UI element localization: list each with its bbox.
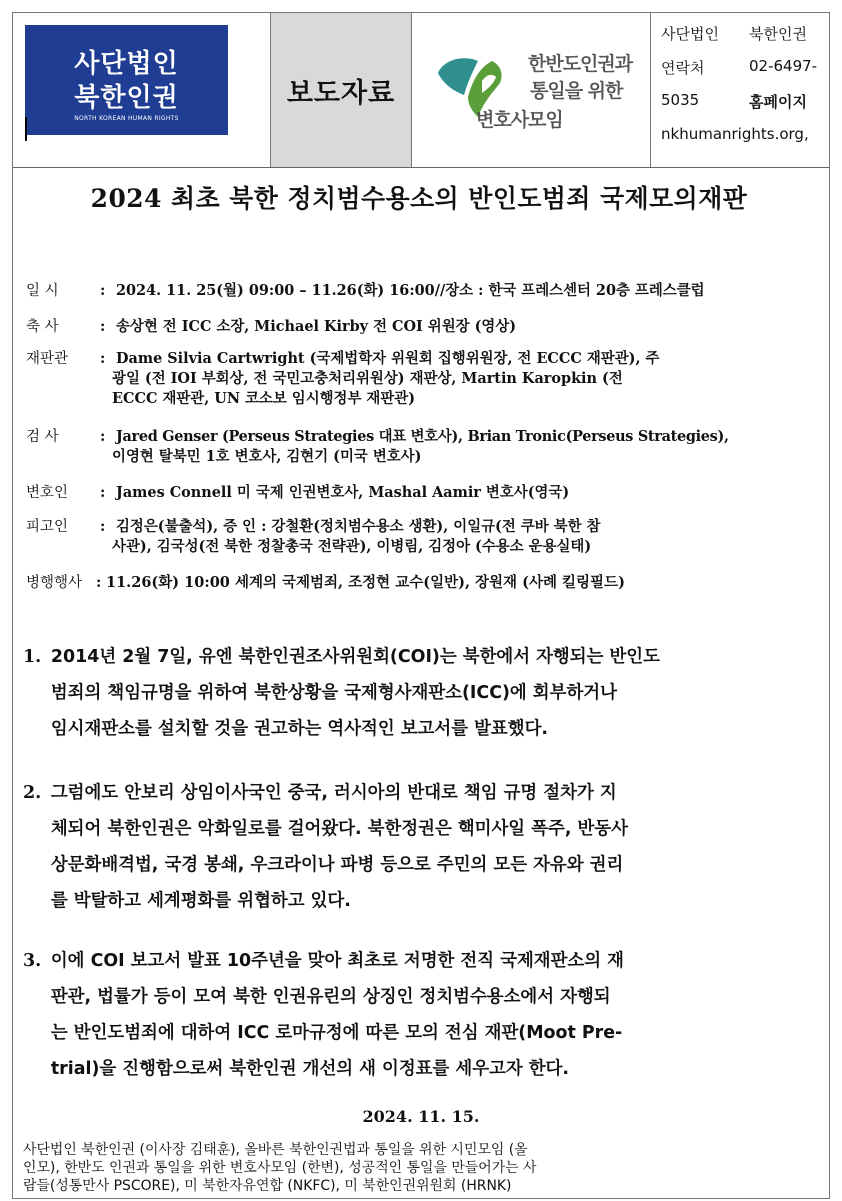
info-value: 김정은(불출석), 증 인 : 강철환(정치범수용소 생환), 이일규(전 쿠바 북한 참 사관), 김국성(전 북한 정찰총국 전략관), 이병림, 김정아 (수용소 운용실태): [112, 518, 601, 555]
logo-english: NORTH KOREAN HUMAN RIGHTS: [74, 115, 179, 122]
info-label: 피고인: [26, 519, 69, 535]
info-row-judges: 재판관 : Dame Silvia Cartwright (국제법학자 위원회 집행위원장, 전 ECCC 재판관), 주 광일 (전 IOI 부회상, 전 국민고충처리위원상) 재판상, Martin Karopkin (전 ECCC 재판관, UN 코소보 임시행정부 재판관): [26, 349, 826, 411]
info-value: 11.26(화) 10:00 세계의 국제범죄, 조정현 교수(일반), 장원재 (사례 킬링필드): [106, 574, 625, 591]
contact-phone-2: 5035: [661, 91, 700, 109]
contact-homepage-url[interactable]: nkhumanrights.org,: [661, 125, 809, 143]
info-label: 축 사: [26, 319, 59, 335]
paragraph-3: 3. 이에 COI 보고서 발표 10주년을 맞아 최초로 저명한 전직 국제재판소의 재 판관, 법률가 등이 모여 북한 인권유린의 상징인 정치범수용소에서 자행되 는 반인도범죄에 대하여 ICC 로마규정에 따른 모의 전심 재판(Moot Pre- trial)을 진행함으로써 북한인권 개선의 새 이정표를 세우고자 한다.: [23, 943, 823, 1087]
page-title: 2024 최초 북한 정치범수용소의 반인도범죄 국제모의재판: [90, 184, 748, 213]
partner-name-line1: 한반도인권과: [528, 53, 633, 75]
contact-org: 사단법인: [661, 25, 719, 43]
contact-org-name: 북한인권: [749, 25, 807, 43]
header-table: [13, 13, 829, 168]
info-label: 변호인: [26, 485, 69, 501]
contact-phone-label: 연락처: [661, 59, 705, 77]
press-release-page: 사단법인 북한인권 NORTH KOREAN HUMAN RIGHTS 보도자료 한반도인권과 통일을 위한 변호사모임 사단법인 북한인권 연락처 02-6497- 5035 홈페이지 nkhumanrights.org, 2024 최초 북한 정치범수용소의 반인도범죄 국제모의재판 일 시 : 2024. 11. 25(월) 09:00 – 11.26(화) 16:00//장소 : 한국 프레스센터 20층 프레스클럽 축 사 : 송상현 전 ICC 소장, Michael Kirby 전 COI 위원장 (영상) 재판관 : Dame Silvia Cartwright (국제법학자 위원회 집행위원장, 전 ECCC 재판관), 주 광일 (전 IOI 부회상, 전 국민고충처리위원상) 재판상, Martin Karopkin (전 ECCC 재판관, UN 코소보 임시행정부 재판관) 검 사 : Jared Genser (Perseus Strategies 대표 변호사), Brian Tronic(Perseus Strategies), 이영현 탈북민 1호 변호사, 김현기 (미국 변호사) 변호인 : James Connell 미 국제 인권변호사, Mashal Aamir 변호사(영국) 피고인 : 김정은(불출석), 증 인 : 강철환(정치범수용소 생환), 이일규(전 쿠바 북한 참 사관), 김국성(전 북한 정찰총국 전략관), 이병림, 김정아 (수용소 운용실태) 병행행사 : 11.26(화) 10:00 세계의 국제범죄, 조정현 교수(일반), 장원재 (사례 킬링필드) 1. 2014년 2월 7일, 유엔 북한인권조사위원회(COI)는 북한에서 자행되는 반인도 범죄의 책임규명을 위하여 북한상황을 국제형사재판소(ICC)에 회부하거나 임시재판소를 설치할 것을 권고하는 역사적인 보고서를 발표했다. 2. 그럼에도 안보리 상임이사국인 중국, 러시아의 반대로 책임 규명 절차가 지 체되어 북한인권은 악화일로를 걸어왔다. 북한정권은 핵미사일 폭주, 반동사 상문화배격법, 국경 봉쇄, 우크라이나 파병 등으로 주민의 모든 자유와 권리 를 박탈하고 세계평화를 위협하고 있다. 3. 이에 COI 보고서 발표 10주년을 맞아 최초로 저명한 전직 국제재판소의 재 판관, 법률가 등이 모여 북한 인권유린의 상징인 정치범수용소에서 자행되 는 반인도범죄에 대하여 ICC 로마규정에 따른 모의 전심 재판(Moot Pre- trial)을 진행함으로써 북한인권 개선의 새 이정표를 세우고자 한다. 2024. 11. 15. 사단법인 북한인권 (이사장 김태훈), 올바른 북한인권법과 통일을 위한 시민모임 (올 인모), 한반도 인권과 통일을 위한 변호사모임 (한변), 성공적인 통일을 만들어가는 사 람들(성통만사 PSCORE), 미 북한자유연합 (NKFC), 미 북한인권위원회 (HRNK): [12, 12, 830, 1199]
info-label: 검 사: [26, 429, 59, 445]
info-value: Dame Silvia Cartwright (국제법학자 위원회 집행위원장, 전 ECCC 재판관), 주 광일 (전 IOI 부회상, 전 국민고충처리위원상) 재판상, Martin Karopkin (전 ECCC 재판관, UN 코소보 임시행정부 재판관): [112, 350, 660, 407]
paragraph-1: 1. 2014년 2월 7일, 유엔 북한인권조사위원회(COI)는 북한에서 자행되는 반인도 범죄의 책임규명을 위하여 북한상황을 국제형사재판소(ICC)에 회부하거나 임시재판소를 설치할 것을 권고하는 역사적인 보고서를 발표했다.: [23, 639, 823, 747]
logo-line1: 사단법인: [74, 49, 179, 79]
paragraph-number: 3.: [23, 951, 42, 971]
partner-name-line2: 통일을 위한: [530, 80, 623, 102]
release-date: 2024. 11. 15.: [362, 1107, 480, 1126]
info-value: James Connell 미 국제 인권변호사, Mashal Aamir 변호사(영국): [116, 484, 570, 501]
paragraph-number: 2.: [23, 783, 42, 803]
info-label: 일 시: [26, 283, 59, 299]
info-value: 송상현 전 ICC 소장, Michael Kirby 전 COI 위원장 (영상): [116, 318, 517, 335]
press-release-label: 보도자료: [286, 77, 396, 109]
partner-name-line3: 변호사모임: [476, 109, 563, 131]
partner-logo-cell: [412, 13, 651, 167]
press-release-cell: [271, 13, 412, 167]
info-value: Jared Genser (Perseus Strategies 대표 변호사), Brian Tronic(Perseus Strategies), 이영현 탈북민 1호 변호사, 김현기 (미국 변호사): [112, 428, 729, 465]
org-logo: [25, 25, 228, 135]
contact-cell: [651, 13, 829, 167]
paragraph-2: 2. 그럼에도 안보리 상임이사국인 중국, 러시아의 반대로 책임 규명 절차가 지 체되어 북한인권은 악화일로를 걸어왔다. 북한정권은 핵미사일 폭주, 반동사 상문화배격법, 국경 봉쇄, 우크라이나 파병 등으로 주민의 모든 자유와 권리 를 박탈하고 세계평화를 위협하고 있다.: [23, 775, 823, 919]
logo-line2: 북한인권: [74, 83, 179, 113]
logo-cell: [13, 13, 271, 167]
info-value: 2024. 11. 25(월) 09:00 – 11.26(화) 16:00//장소 : 한국 프레스센터 20층 프레스클럽: [116, 282, 705, 299]
organizers-footer: 사단법인 북한인권 (이사장 김태훈), 올바른 북한인권법과 통일을 위한 시민모임 (올 인모), 한반도 인권과 통일을 위한 변호사모임 (한변), 성공적인 통일을 만들어가는 사 람들(성통만사 PSCORE), 미 북한자유연합 (NKFC), 미 북한인권위원회 (HRNK): [23, 1142, 537, 1194]
info-label: 병행행사: [26, 575, 83, 591]
info-row-defendant: 피고인 : 김정은(불출석), 증 인 : 강철환(정치범수용소 생환), 이일규(전 쿠바 북한 참 사관), 김국성(전 북한 정찰총국 전략관), 이병림, 김정아 (수용소 운용실태): [26, 517, 826, 559]
contact-phone-1: 02-6497-: [749, 57, 818, 75]
contact-homepage-label: 홈페이지: [749, 93, 807, 111]
text-cursor: [25, 117, 27, 141]
paragraph-number: 1.: [23, 647, 42, 667]
info-label: 재판관: [26, 351, 69, 367]
info-row-prosecutors: 검 사 : Jared Genser (Perseus Strategies 대표 변호사), Brian Tronic(Perseus Strategies), 이영현 탈북민 1호 변호사, 김현기 (미국 변호사): [26, 427, 826, 469]
